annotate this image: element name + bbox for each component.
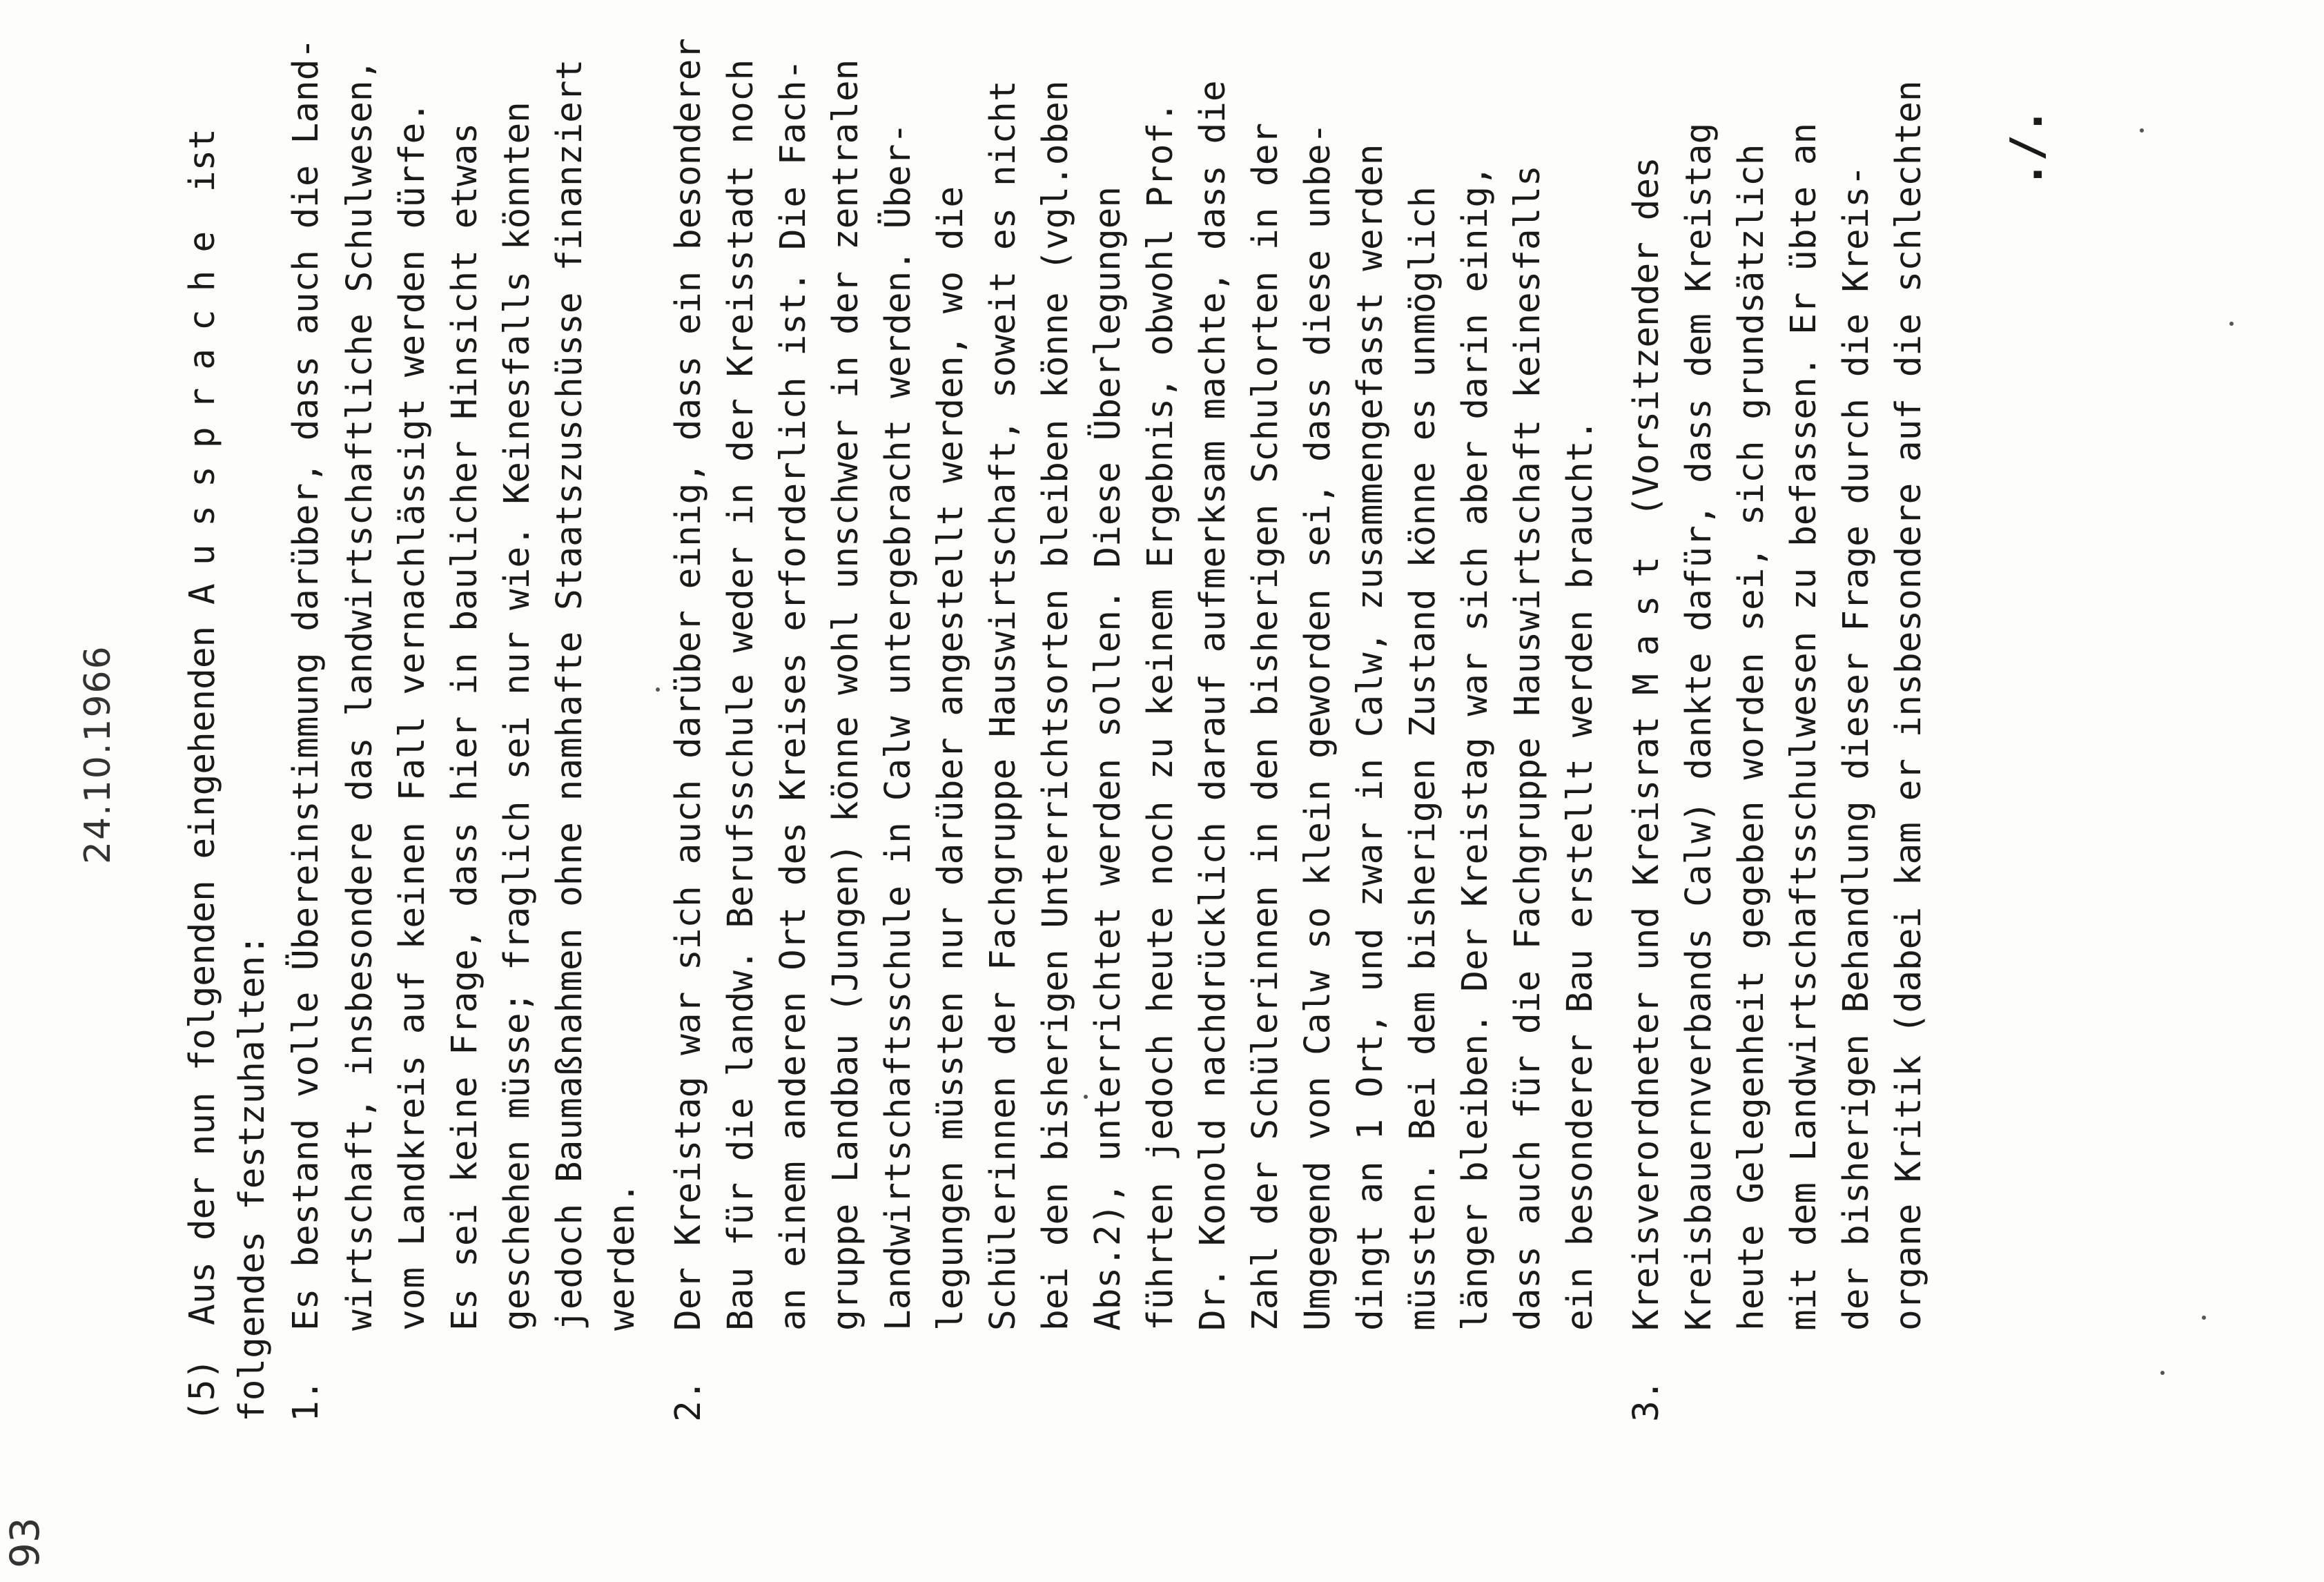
item-2-line: Zahl der Schülerinnen in den bisherigen Schulorten in der [1245,122,1286,1331]
item-3-line: mit dem Landwirtschaftsschulwesen zu befassen. Er übte an [1784,122,1824,1331]
item-2-line: dass auch für die Fachgruppe Hauswirtschaft keinesfalls [1507,165,1548,1331]
item-2-line: Landwirtschaftsschule in Calw untergebracht werden. Über- [878,122,919,1331]
item-3-spaced-name: Mast [1626,538,1667,695]
scan-speck [2202,1316,2206,1320]
item-2-line: führten jedoch heute noch zu keinem Ergebnis, obwohl Prof. [1140,101,1181,1331]
intro-text-b: ist [182,128,223,193]
item-3-number: 3. [1626,1379,1667,1422]
item-2-line: Umgegend von Calw so klein geworden sei, dass diese unbe- [1298,122,1338,1331]
scan-speck [2140,128,2144,133]
scan-speck [2160,1371,2165,1375]
intro-line-1 [182,128,223,1325]
item-2-line: müssten. Bei dem bisherigen Zustand könne es unmöglich [1403,186,1443,1331]
item-2-line: Schülerinnen der Fachgruppe Hauswirtschaft, soweit es nicht [983,80,1024,1331]
item-3-line: Kreisbauernverbands Calw) dankte dafür, dass dem Kreistag [1679,122,1719,1331]
intro-spaced-word: Aussprache [182,213,223,605]
item-3-line: heute Gelegenheit gegeben worden sei, sich grundsätzlich [1731,144,1772,1331]
item-2-line: an einem anderen Ort des Kreises erforderlich ist. Die Fach- [773,59,814,1331]
item-3-line: der bisherigen Behandlung dieser Frage durch die Kreis- [1836,165,1877,1331]
intro-label: (5) [182,1358,223,1422]
item-1-line: Es bestand volle Übereinstimmung darüber, dass auch die Land- [286,38,326,1331]
item-1-line: wirtschaft, insbesondere das landwirtschaftliche Schulwesen, [340,59,380,1331]
document-date: 24.10.1966 [77,645,119,864]
item-1-line: jedoch Baumaßnahmen ohne namhafte Staatszuschüsse finanziert [549,59,590,1331]
item-2-line: gruppe Landbau (Jungen) könne wohl unschwer in der zentralen [826,59,866,1331]
item-2-line: Abs.2), unterrichtet werden sollen. Diese Überlegungen [1088,186,1129,1331]
continuation-mark: ./. [2002,108,2053,188]
item-1-line: geschehen müsse; fraglich sei nur wie. Keinesfalls könnten [497,101,538,1331]
item-2-number: 2. [668,1379,709,1422]
scan-speck [1084,1095,1088,1099]
item-3-text-b: (Vorsitzender des [1626,157,1667,518]
item-2-line: bei den bisherigen Unterrichtsorten bleiben könne (vgl.oben [1035,80,1076,1331]
scan-speck [2229,322,2234,326]
item-1-line: vom Landkreis auf keinen Fall vernachlässigt werden dürfe. [392,101,433,1331]
item-2-line: Bau für die landw. Berufsschule weder in der Kreisstadt noch [721,59,761,1331]
page-number: 93 [1,1517,48,1568]
item-2-line: länger bleiben. Der Kreistag war sich aber darin einig, [1455,165,1496,1331]
item-2-line: Der Kreistag war sich auch darüber einig, dass ein besonderer [668,38,709,1331]
item-2-line: legungen müssten nur darüber angestellt werden, wo die [930,186,971,1331]
item-1-line: Es sei keine Frage, dass hier in baulicher Hinsicht etwas [445,122,485,1331]
intro-line-2: folgendes festzuhalten: [232,934,273,1422]
item-3-text-a: Kreisverordneter und Kreisrat [1626,716,1667,1331]
item-2-line: dingt an 1 Ort, und zwar in Calw, zusammengefasst werden [1350,144,1391,1331]
item-1-number: 1. [286,1379,326,1422]
item-2-line: ein besonderer Bau erstellt werden braucht. [1560,419,1601,1331]
item-1-line: werden. [602,1182,643,1331]
scan-speck [656,687,660,692]
item-3-line-1 [1626,157,1667,1331]
item-2-line: Dr. Konold nachdrücklich darauf aufmerksam machte, dass die [1193,80,1233,1331]
item-3-line: organe Kritik (dabei kam er insbesondere auf die schlechten [1888,80,1929,1331]
intro-text-a: Aus der nun folgenden eingehenden [182,625,223,1325]
